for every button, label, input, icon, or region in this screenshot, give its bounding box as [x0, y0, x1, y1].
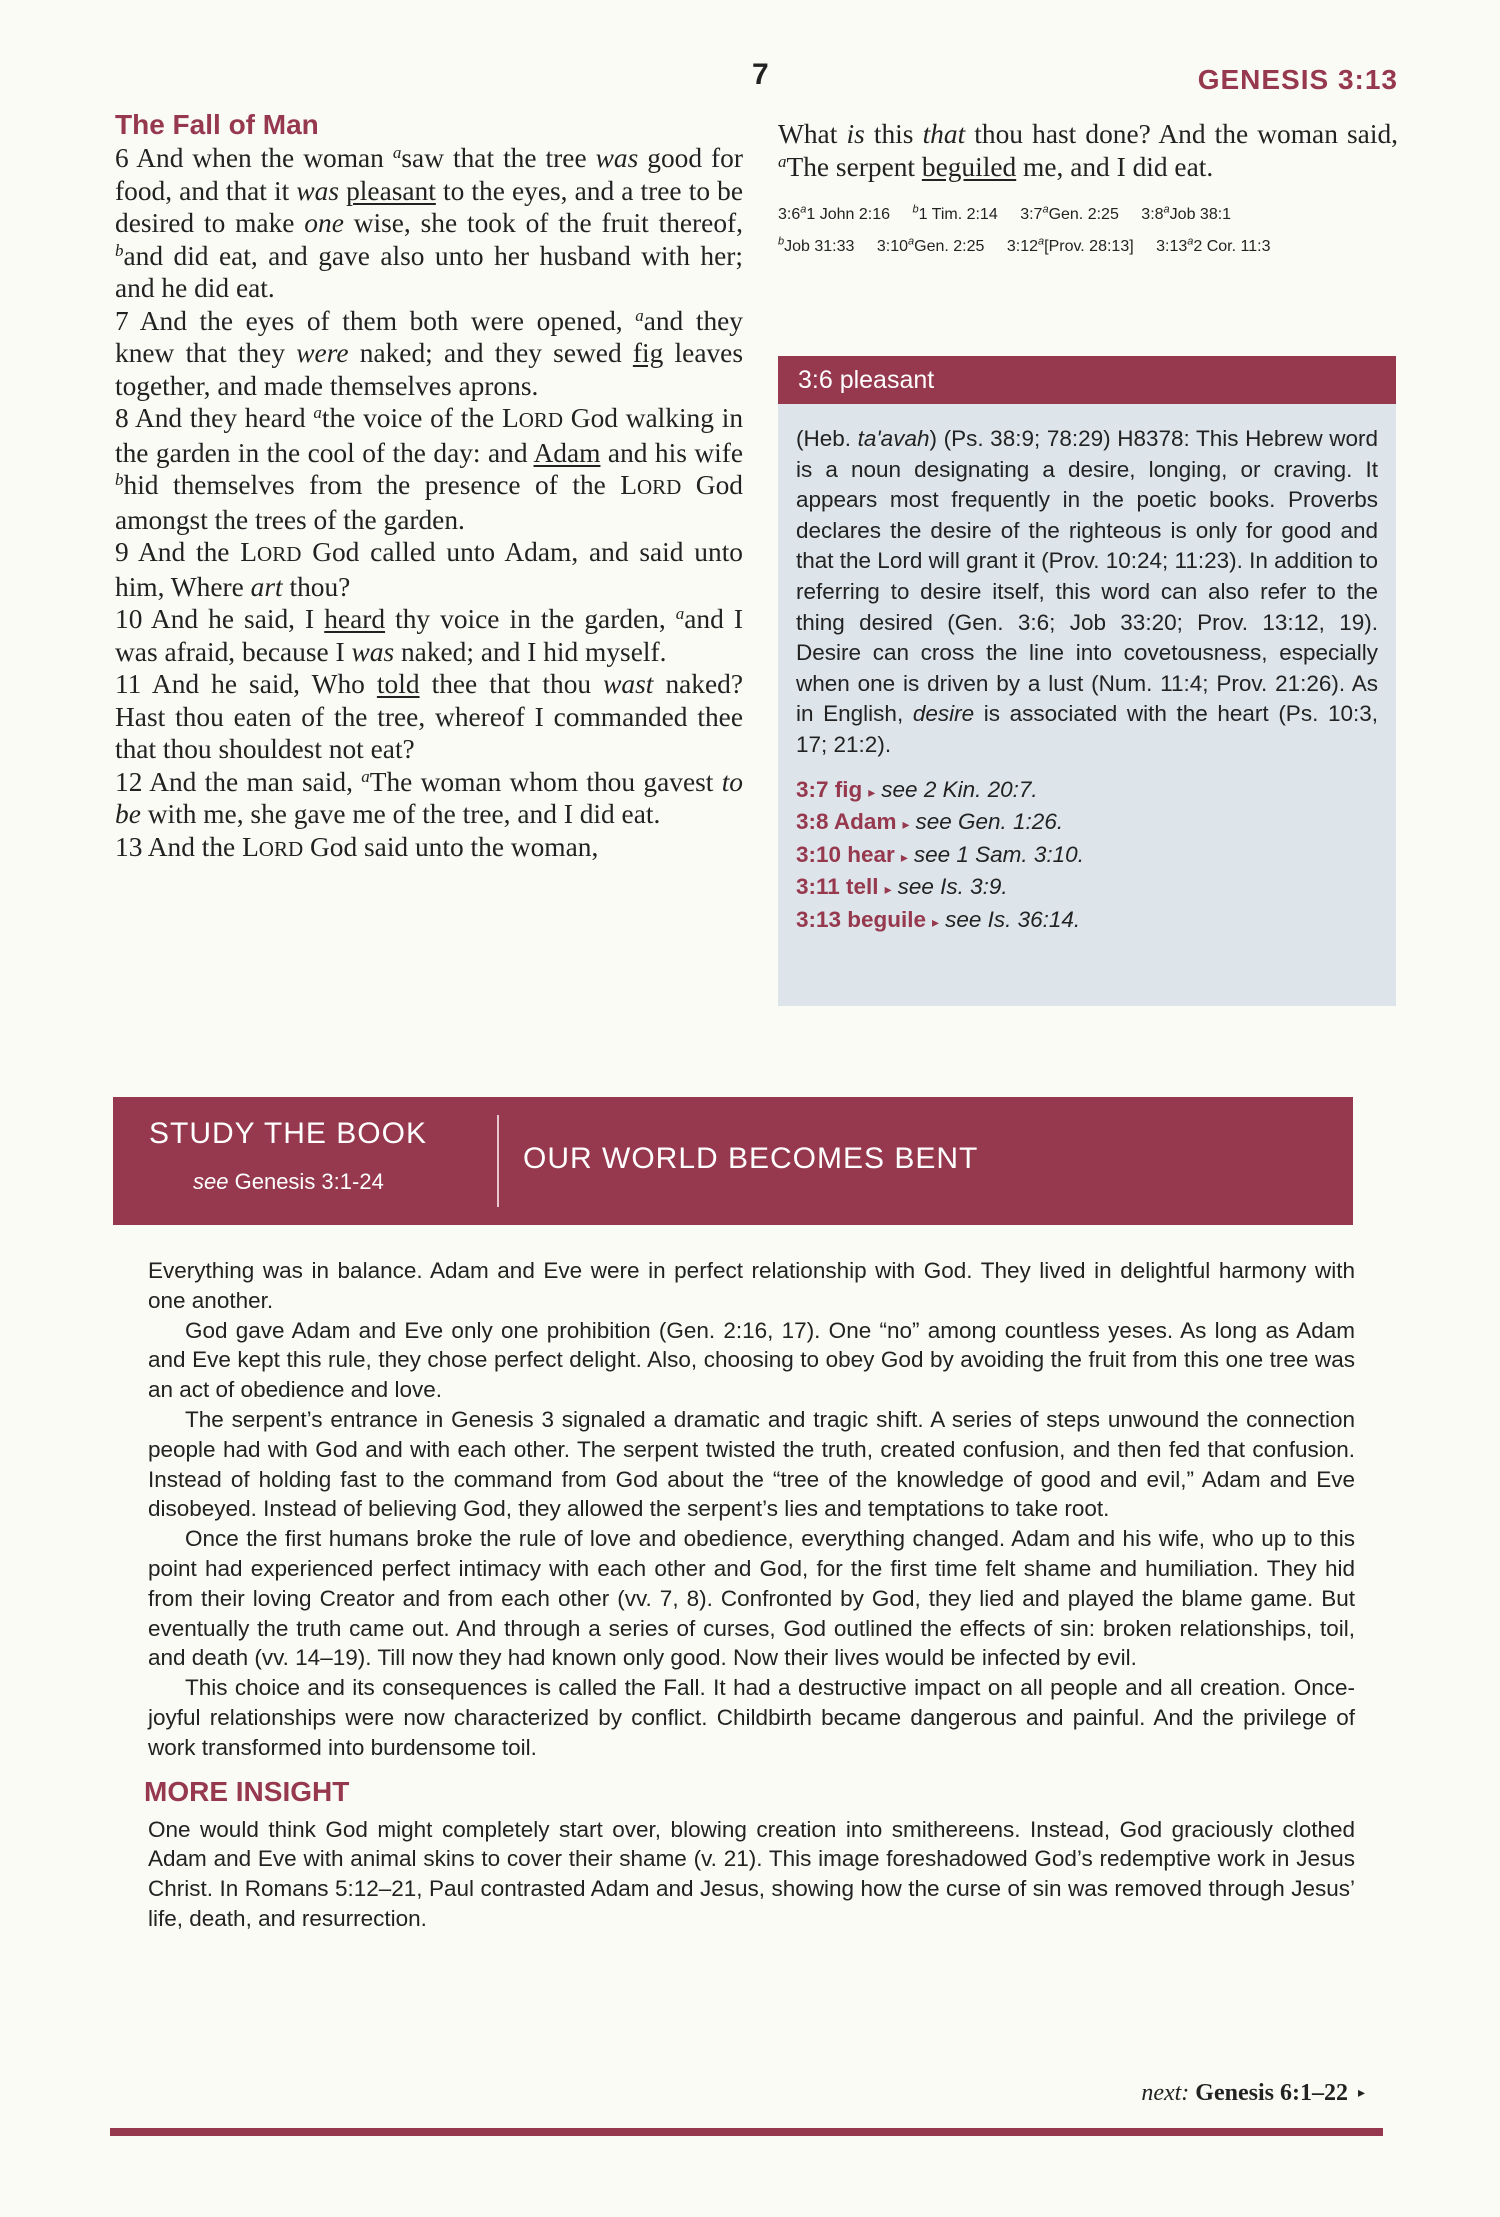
more-insight-heading: MORE INSIGHT [144, 1775, 350, 1807]
word-study-link-adam[interactable]: Adam [533, 437, 601, 468]
article-paragraph: Once the first humans broke the rule of love and obedience, everything changed. Adam and his wife, who up to this point had experienced perfect intimacy with each other and God, for the first time felt shame and humiliation. They hid from their loving Creator and from each other (vv. 7, 8). Confronted by God, they lied and played the blame game. But eventually the truth came out. And through a series of curses, God outlined the effects of sin: broken relationships, toil, and death (vv. 14–19). Till now they had known only good. Now their lives would be infected by evil. [148, 1526, 1355, 1671]
verse-8: 8 And they heard $^a$the voice of the LORD God walking in the garden in the cool of the day: and Adam and his wife $^b$hid themselves from the presence of the LORD God amongst the trees of the garden. [115, 403, 744, 535]
word-study-title: 3:6 pleasant [778, 356, 1396, 404]
word-study-body: (Heb. ta'avah) (Ps. 38:9; 78:29) H8378: This Hebrew word is a noun designating a desire, longing, or craving. It appears most frequently in the poetic books. Proverbs declares the desire of the righteous is only for good and that the Lord will grant it (Prov. 10:24; 11:23). In addition to referring to desire itself, this word can also refer to the thing desired (Gen. 3:6; Job 33:20; Prov. 13:12, 19). Desire can cross the line into covetousness, especially when one is driven by a lust (Num. 11:4; Prov. 21:26). As in English, desire is associated with the heart (Ps. 10:3, 17; 21:2). [796, 426, 1379, 757]
scripture-column-right [778, 118, 1398, 260]
footnote-marker[interactable]: b [115, 470, 124, 489]
banner-divider [497, 1115, 499, 1207]
arrow-right-icon: ▸ [1357, 2086, 1365, 2101]
running-head: GENESIS 3:13 [1197, 64, 1398, 95]
next-reading-link[interactable]: next: Genesis 6:1–22 ▸ [1141, 2080, 1365, 2106]
word-study-link-heard[interactable]: heard [324, 604, 386, 634]
cross-ref[interactable]: 3:8$^a$Job 38:1 [1141, 204, 1232, 224]
footnote-marker[interactable]: a [361, 766, 370, 786]
page-number: 7 [752, 58, 769, 91]
verse-11: 11 And he said, Who told thee that thou wast naked? Hast thou eaten of the tree, whereof I commanded thee that thou shouldest not eat? [115, 669, 744, 764]
word-study-link[interactable]: 3:10 hear ▸ see 1 Sam. 3:10. [796, 841, 1084, 867]
footnote-marker[interactable]: a [313, 403, 322, 422]
word-study-link[interactable]: 3:7 fig ▸ see 2 Kin. 20:7. [796, 776, 1038, 802]
arrow-right-icon: ▸ [902, 816, 910, 833]
cross-ref[interactable]: 3:13$^a$2 Cor. 11:3 [1156, 235, 1271, 255]
arrow-right-icon: ▸ [932, 913, 940, 930]
word-study-links [778, 761, 1396, 938]
article-paragraph: Everything was in balance. Adam and Eve were in perfect relationship with God. They lived in delightful harmony with one another. [148, 1258, 1355, 1313]
scripture-column-left [115, 108, 743, 865]
verse-10: 10 And he said, I heard thy voice in the garden, $^a$and I was afraid, because I was naked; and I hid myself. [115, 604, 743, 667]
arrow-right-icon: ▸ [868, 783, 876, 800]
verse-7: 7 And the eyes of them both were opened, $^a$and they knew that they were naked; and they sewed fig leaves together, and made themselves aprons. [115, 305, 743, 401]
cross-ref[interactable]: 3:10$^a$Gen. 2:25 [876, 235, 985, 255]
bottom-rule [110, 2128, 1383, 2136]
footnote-marker[interactable]: a [392, 143, 402, 162]
footnote-marker[interactable]: b [115, 240, 124, 260]
study-article [144, 1256, 1355, 1934]
word-study-link-fig[interactable]: fig [632, 338, 664, 368]
cross-ref[interactable]: $^b$Job 31:33 [778, 235, 855, 255]
footnote-marker[interactable]: a [778, 151, 787, 171]
word-study-link[interactable]: 3:13 beguile ▸ see Is. 36:14. [796, 906, 1081, 932]
word-study-link[interactable]: 3:8 Adam ▸ see Gen. 1:26. [796, 809, 1064, 835]
verse-13-continued: What is this that thou hast done? And the woman said, $^a$The serpent beguiled me, and I did eat. [778, 119, 1398, 182]
article-paragraph: This choice and its consequences is called the Fall. It had a destructive impact on all people and all creation. Once-joyful relationships were now characterized by conflict. Childbirth became dangerous and painful. And the privilege of work transformed into burdensome toil. [148, 1675, 1355, 1760]
arrow-right-icon: ▸ [884, 881, 892, 898]
arrow-right-icon: ▸ [900, 848, 908, 865]
word-study-link-beguiled[interactable]: beguiled [921, 151, 1017, 182]
study-the-book-reference[interactable]: see Genesis 3:1-24 [193, 1169, 384, 1194]
cross-references [778, 197, 1398, 260]
word-study-link-pleasant[interactable]: pleasant [346, 175, 436, 206]
cross-ref[interactable]: $^b$1 Tim. 2:14 [912, 204, 998, 224]
more-insight-text: One would think God might completely start over, blowing creation into smithereens. Instead, God graciously clothed Adam and Eve with animal skins to cover their shame (v. 21). This image foreshadowed God’s redemptive work in Jesus Christ. In Romans 5:12–21, Paul contrasted Adam and Jesus, showing how the curse of sin was removed through Jesus’ life, death, and resurrection. [148, 1816, 1355, 1931]
verse-9: 9 And the LORD God called unto Adam, and said unto him, Where art thou? [115, 537, 744, 602]
verse-13: 13 And the LORD God said unto the woman, [115, 831, 599, 862]
cross-ref[interactable]: 3:7$^a$Gen. 2:25 [1020, 204, 1119, 224]
study-the-book-label: STUDY THE BOOK [149, 1117, 427, 1150]
article-paragraph: God gave Adam and Eve only one prohibition (Gen. 2:16, 17). One “no” among countless yeses. As long as Adam and Eve kept this rule, they chose perfect delight. Also, choosing to obey God by avoiding the fruit from this one tree was an act of obedience and love. [148, 1317, 1355, 1403]
word-study-link[interactable]: 3:11 tell ▸ see Is. 3:9. [796, 874, 1008, 900]
section-title: The Fall of Man [115, 109, 319, 140]
cross-ref[interactable]: 3:6$^a$1 John 2:16 [778, 204, 890, 224]
footnote-marker[interactable]: a [635, 305, 644, 325]
verse-6: 6 And when the woman $^a$saw that the tree was good for food, and that it was pleasant to the eyes, and a tree to be desired to make one wise, she took of the fruit thereof, $^b$and did eat, and gave also unto her husband with her; and he did eat. [115, 143, 743, 303]
cross-ref[interactable]: 3:12$^a$[Prov. 28:13] [1006, 235, 1134, 255]
study-the-book-banner [113, 1097, 1353, 1225]
word-study-box [778, 356, 1396, 1006]
verse-12: 12 And the man said, $^a$The woman whom thou gavest to be with me, she gave me of the tree, and I did eat. [115, 766, 743, 829]
study-heading: OUR WORLD BECOMES BENT [523, 1142, 979, 1175]
article-paragraph: The serpent’s entrance in Genesis 3 signaled a dramatic and tragic shift. A series of steps unwound the connection people had with God and with each other. The serpent twisted the truth, created confusion, and then fed that confusion. Instead of holding fast to the command from God about the “tree of the knowledge of good and evil,” Adam and Eve disobeyed. Instead of believing God, they allowed the serpent’s lies and temptations to take root. [148, 1406, 1355, 1522]
word-study-link-told[interactable]: told [376, 669, 420, 699]
footnote-marker[interactable]: a [675, 604, 685, 623]
